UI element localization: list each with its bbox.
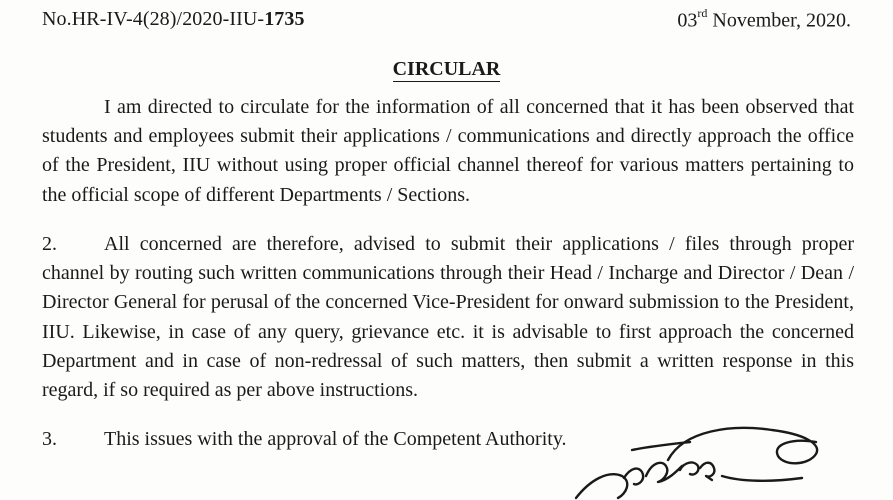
date-ordinal-suffix: rd [697, 6, 708, 20]
date-month-year: November, 2020. [707, 9, 851, 32]
document-date [677, 8, 851, 33]
signature-icon [572, 420, 832, 500]
paragraph-2 [42, 230, 854, 405]
date-day: 03 [677, 9, 698, 32]
reference-serial: 1735 [264, 8, 305, 30]
paragraph-1: I am directed to circulate for the information of all concerned that it has been observed that students and employees submit their applications / communications and directly approach the office of the President, IIU without using proper official channel thereof for various matters pertaining to the official scope of different Departments / Sections. [42, 96, 854, 206]
document-title [0, 58, 893, 81]
reference-number [42, 8, 305, 31]
paragraph-number: 2. [42, 233, 57, 255]
paragraph-text: All concerned are therefore, advised to submit their applications / files through proper channel by routing such written communications through their Head / Incharge and Director / Dean / Director General for perusal of the concerned Vice-President for onward submission to the President, IIU. Likewise, in case of any query, grievance etc. it is advisable to first approach the concerned Department and in case of non-redressal of such matters, then submit a written response in this regard, if so required as per above instructions. [42, 233, 854, 402]
title-text: CIRCULAR [392, 58, 501, 80]
reference-prefix: No.HR-IV-4(28)/2020-IIU- [42, 8, 265, 30]
paragraph-text: This issues with the approval of the Competent Authority. [104, 428, 567, 450]
paragraph-number: 3. [42, 428, 57, 450]
